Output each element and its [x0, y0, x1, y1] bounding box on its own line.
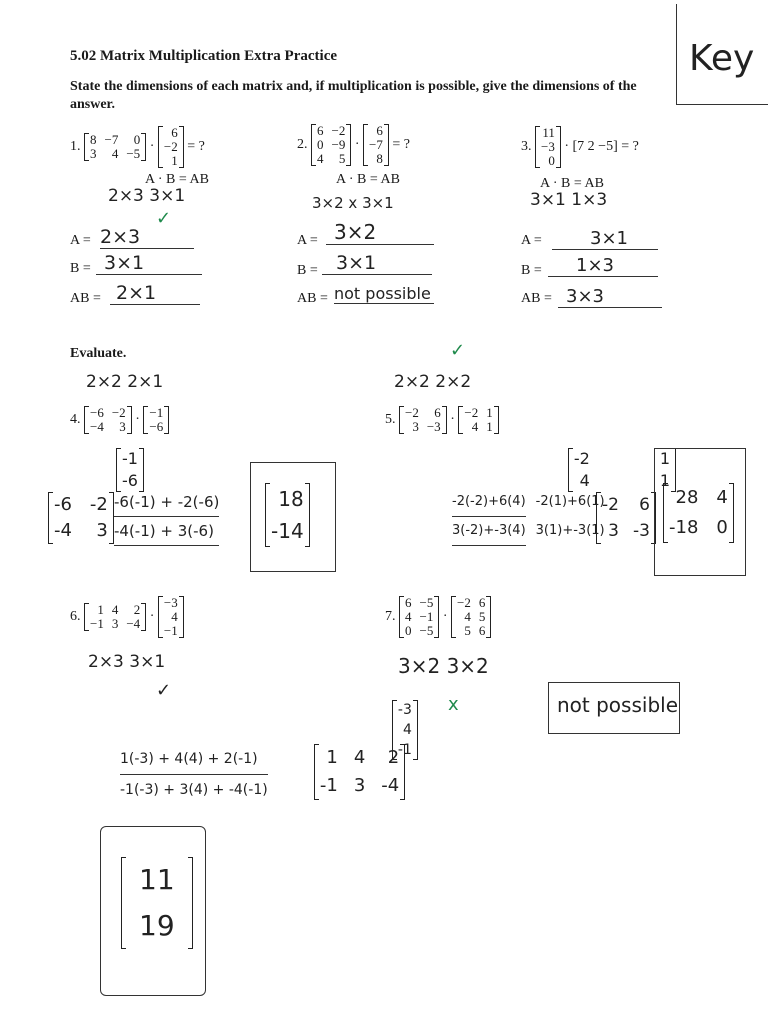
- matrix-b: −2 6 4 5 5 6: [451, 596, 491, 638]
- problem-3: [521, 126, 639, 168]
- check-mark: ✓: [450, 340, 466, 361]
- dim-work: 3×1 1×3: [530, 190, 608, 210]
- matrix-b: 6 −7 8: [363, 124, 389, 166]
- label-ab: AB =: [521, 291, 552, 306]
- problem-number: 7.: [385, 609, 396, 625]
- answer-ab: 2×1: [110, 282, 200, 305]
- label-a: A =: [297, 233, 318, 248]
- dim-work: 2×2 2×2: [394, 372, 472, 392]
- ab-labels: A · B = AB: [145, 172, 209, 187]
- answer-box: [548, 682, 680, 734]
- problem-number: 3.: [521, 139, 532, 155]
- dim-work: 2×2 2×1: [86, 372, 164, 392]
- dim-work: 3×2 3×2: [398, 654, 489, 678]
- problem-4: 4. −6 −2 −4 3 · −1 −6: [70, 406, 169, 434]
- ab-labels: A · B = AB: [336, 172, 400, 187]
- answer-b: 1×3: [548, 255, 658, 277]
- work-rows: -6(-1) + -2(-6) -4(-1) + 3(-6): [114, 488, 219, 546]
- key-label: Key: [689, 38, 755, 79]
- label-a: A =: [70, 233, 91, 248]
- problem-number: 6.: [70, 609, 81, 625]
- work-column: -2 1 4 1: [568, 448, 676, 492]
- equals-question: = ?: [187, 139, 205, 155]
- matrix-a: 1 4 2 −1 3 −4: [84, 603, 146, 631]
- matrix-a: 6 −2 0 −9 4 5: [311, 124, 351, 166]
- matrix-a: −6 −2 −4 3: [84, 406, 132, 434]
- work-column: -1 -6: [116, 448, 144, 492]
- problem-number: 5.: [385, 412, 396, 428]
- problem-1: 1. 8 −7 0 3 4 −5 · 6 −2 1 = ?: [70, 125, 205, 168]
- matrix-a: 8 −7 0 3 4 −5: [84, 133, 146, 161]
- answer-b: 3×1: [322, 252, 432, 275]
- ab-labels: A · B = AB: [540, 176, 604, 191]
- check-mark: ✓: [156, 208, 172, 229]
- matrix-b-row: · [7 2 −5] = ?: [564, 139, 639, 155]
- matrix-a: 11 −3 0: [535, 126, 561, 168]
- work-rows: -2(-2)+6(4) -2(1)+6(1) 3(-2)+-3(4) 3(1)+-3(1): [452, 488, 605, 546]
- equals-question: = ?: [392, 137, 410, 153]
- dim-work: 2×3 3×1: [108, 186, 186, 206]
- problem-number: 1.: [70, 139, 81, 155]
- label-b: B =: [297, 263, 318, 278]
- matrix-b: −2 1 4 1: [458, 406, 498, 434]
- answer-text: not possible: [557, 693, 678, 717]
- problem-2: 2. 6 −2 0 −9 4 5 · 6 −7 8 = ?: [297, 123, 410, 166]
- work-left-matrix: 1 4 2 -1 3 -4: [314, 744, 405, 800]
- work-rows: 1(-3) + 4(4) + 2(-1) -1(-3) + 3(4) + -4(-1): [120, 744, 268, 805]
- check-mark: ✓: [156, 680, 172, 701]
- work-column: -3 4 -1: [392, 700, 418, 760]
- answer-ab: 3×3: [558, 286, 662, 308]
- answer-matrix: 18 -14: [265, 483, 310, 547]
- answer-ab: not possible: [334, 284, 434, 304]
- answer-box: [100, 826, 206, 996]
- label-b: B =: [70, 261, 91, 276]
- answer-a: 3×2: [326, 220, 434, 245]
- problem-number: 4.: [70, 412, 81, 428]
- dim-work: 2×3 3×1: [88, 652, 166, 672]
- label-a: A =: [521, 233, 542, 248]
- problem-number: 2.: [297, 137, 308, 153]
- matrix-a: 6 −5 4 −1 0 −5: [399, 596, 439, 638]
- answer-matrix: 11 19: [121, 857, 193, 949]
- answer-matrix: 28 4 -18 0: [663, 483, 734, 543]
- x-mark: x: [448, 694, 459, 715]
- matrix-a: −2 6 3 −3: [399, 406, 447, 434]
- problem-7: 7. 6 −5 4 −1 0 −5 · −2 6 4 5 5 6: [385, 596, 491, 638]
- matrix-b: −3 4 −1: [158, 596, 184, 638]
- page-title: 5.02 Matrix Multiplication Extra Practice: [70, 48, 338, 64]
- answer-box: [250, 462, 336, 572]
- work-left-matrix: -2 6 3 -3: [596, 492, 656, 544]
- answer-a: 2×3: [100, 226, 194, 249]
- answer-b: 3×1: [96, 252, 202, 275]
- dim-work: 3×2 x 3×1: [312, 194, 394, 212]
- label-ab: AB =: [297, 291, 328, 306]
- key-box: [676, 4, 768, 105]
- evaluate-heading: Evaluate.: [70, 346, 127, 361]
- problem-5: 5. −2 6 3 −3 · −2 1 4 1: [385, 406, 499, 434]
- label-b: B =: [521, 263, 542, 278]
- matrix-b: 6 −2 1: [158, 126, 184, 168]
- problem-6: 6. 1 4 2 −1 3 −4 · −3 4 −1: [70, 596, 184, 638]
- work-left-matrix: -6 -2 -4 3: [48, 492, 114, 544]
- answer-a: 3×1: [552, 228, 658, 250]
- label-ab: AB =: [70, 291, 101, 306]
- matrix-b: −1 −6: [143, 406, 169, 434]
- answer-box: [654, 448, 746, 576]
- instructions: State the dimensions of each matrix and, if multiplication is possible, give the dimensions of the answer.: [70, 79, 637, 112]
